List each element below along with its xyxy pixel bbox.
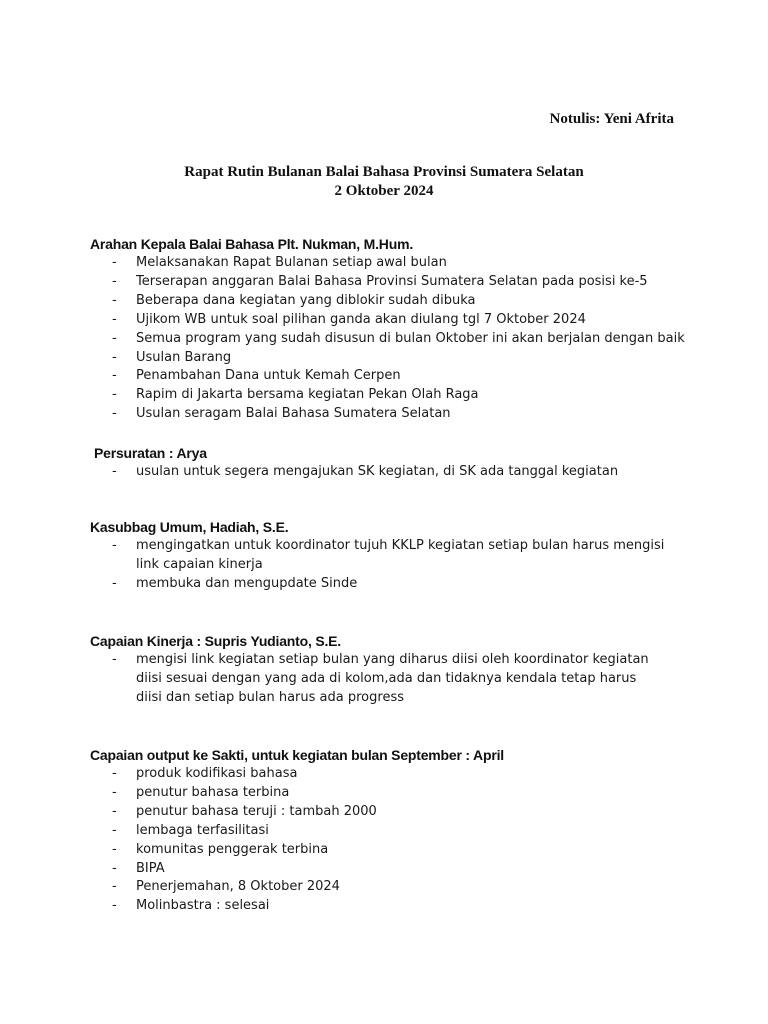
section-heading: Arahan Kepala Balai Bahasa Plt. Nukman, M.Hum. <box>90 236 414 252</box>
list-item <box>90 367 690 386</box>
list-item <box>90 273 690 292</box>
bullet-dash: - <box>112 784 117 800</box>
list-item-text: Usulan seragam Balai Bahasa Sumatera Selatan <box>136 406 451 422</box>
bullet-dash: - <box>112 330 117 346</box>
list-item <box>90 822 690 841</box>
list-item <box>90 405 690 424</box>
list-item <box>90 292 690 311</box>
bullet-dash: - <box>112 822 117 838</box>
section-heading: Capaian output ke Sakti, untuk kegiatan bulan September : April <box>90 747 504 763</box>
bullet-dash: - <box>112 273 117 289</box>
list-item-text: komunitas penggerak terbina <box>136 841 329 857</box>
list-item <box>90 897 690 916</box>
list-item <box>90 349 690 368</box>
bullet-dash: - <box>112 255 117 270</box>
list-item-text: lembaga terfasilitasi <box>136 822 269 838</box>
list-item <box>90 463 690 482</box>
section-kasubbag-umum <box>90 518 690 594</box>
list-item-text: mengisi link kegiatan setiap bulan yang diharus diisi oleh koordinator kegiatan diisi sesuai dengan yang ada di kolom,ada dan tidaknya kendala tetap harus diisi dan setiap bulan harus ada progress <box>136 652 649 705</box>
section-heading: Capaian Kinerja : Supris Yudianto, S.E. <box>90 633 342 649</box>
bullet-dash: - <box>112 368 117 384</box>
list-item <box>90 575 690 594</box>
list-item <box>90 311 690 330</box>
notulis-label: Notulis: Yeni Afrita <box>549 111 674 127</box>
list-item <box>90 386 690 405</box>
list-item-text: Usulan Barang <box>136 349 232 365</box>
bullet-dash: - <box>112 652 117 667</box>
list-item-text: BIPA <box>136 860 165 876</box>
list-item <box>90 860 690 879</box>
item-list <box>90 537 690 594</box>
list-item-text: Ujikom WB untuk soal pilihan ganda akan diulang tgl 7 Oktober 2024 <box>136 311 586 327</box>
bullet-dash: - <box>112 349 117 365</box>
bullet-dash: - <box>112 803 117 819</box>
list-item <box>90 330 690 349</box>
list-item-text: usulan untuk segera mengajukan SK kegiatan, di SK ada tanggal kegiatan <box>136 464 619 479</box>
bullet-dash: - <box>112 311 117 327</box>
document-title <box>0 163 768 201</box>
list-item <box>90 878 690 897</box>
section-heading: Kasubbag Umum, Hadiah, S.E. <box>90 519 289 535</box>
section-arahan-kepala <box>90 235 690 424</box>
list-item <box>90 537 690 575</box>
bullet-dash: - <box>112 387 117 403</box>
list-item-text: Semua program yang sudah disusun di bulan Oktober ini akan berjalan dengan baik <box>136 330 685 346</box>
bullet-dash: - <box>112 292 117 308</box>
title-line-2: 2 Oktober 2024 <box>334 183 434 199</box>
bullet-dash: - <box>112 766 117 781</box>
list-item <box>90 841 690 860</box>
list-item-text: Beberapa dana kegiatan yang diblokir sudah dibuka <box>136 292 476 308</box>
item-list <box>90 254 690 424</box>
section-persuratan <box>90 444 690 482</box>
bullet-dash: - <box>112 879 117 895</box>
list-item <box>90 803 690 822</box>
bullet-dash: - <box>112 898 117 914</box>
bullet-dash: - <box>112 464 117 479</box>
item-list <box>90 651 690 708</box>
list-item-text: Terserapan anggaran Balai Bahasa Provinsi Sumatera Selatan pada posisi ke-5 <box>136 273 648 289</box>
title-line-1: Rapat Rutin Bulanan Balai Bahasa Provinsi Sumatera Selatan <box>184 164 584 180</box>
list-item-text: Penambahan Dana untuk Kemah Cerpen <box>136 368 401 384</box>
list-item-text: Melaksanakan Rapat Bulanan setiap awal bulan <box>136 255 447 270</box>
section-capaian-output <box>90 746 690 916</box>
list-item <box>90 784 690 803</box>
bullet-dash: - <box>112 841 117 857</box>
list-item-text: Rapim di Jakarta bersama kegiatan Pekan Olah Raga <box>136 387 479 403</box>
list-item-text: produk kodifikasi bahasa <box>136 766 298 781</box>
bullet-dash: - <box>112 406 117 422</box>
item-list <box>90 765 690 916</box>
item-list <box>90 463 690 482</box>
bullet-dash: - <box>112 575 117 591</box>
list-item <box>90 254 690 273</box>
list-item-text: Penerjemahan, 8 Oktober 2024 <box>136 879 340 895</box>
list-item <box>90 765 690 784</box>
list-item <box>90 651 690 708</box>
bullet-dash: - <box>112 860 117 876</box>
list-item-text: mengingatkan untuk koordinator tujuh KKLP kegiatan setiap bulan harus mengisi link capaian kinerja <box>136 538 665 572</box>
list-item-text: membuka dan mengupdate Sinde <box>136 575 358 591</box>
list-item-text: penutur bahasa teruji : tambah 2000 <box>136 803 377 819</box>
bullet-dash: - <box>112 538 117 553</box>
section-heading: Persuratan : Arya <box>94 445 207 461</box>
list-item-text: penutur bahasa terbina <box>136 784 290 800</box>
list-item-text: Molinbastra : selesai <box>136 898 270 914</box>
section-capaian-kinerja <box>90 632 690 708</box>
